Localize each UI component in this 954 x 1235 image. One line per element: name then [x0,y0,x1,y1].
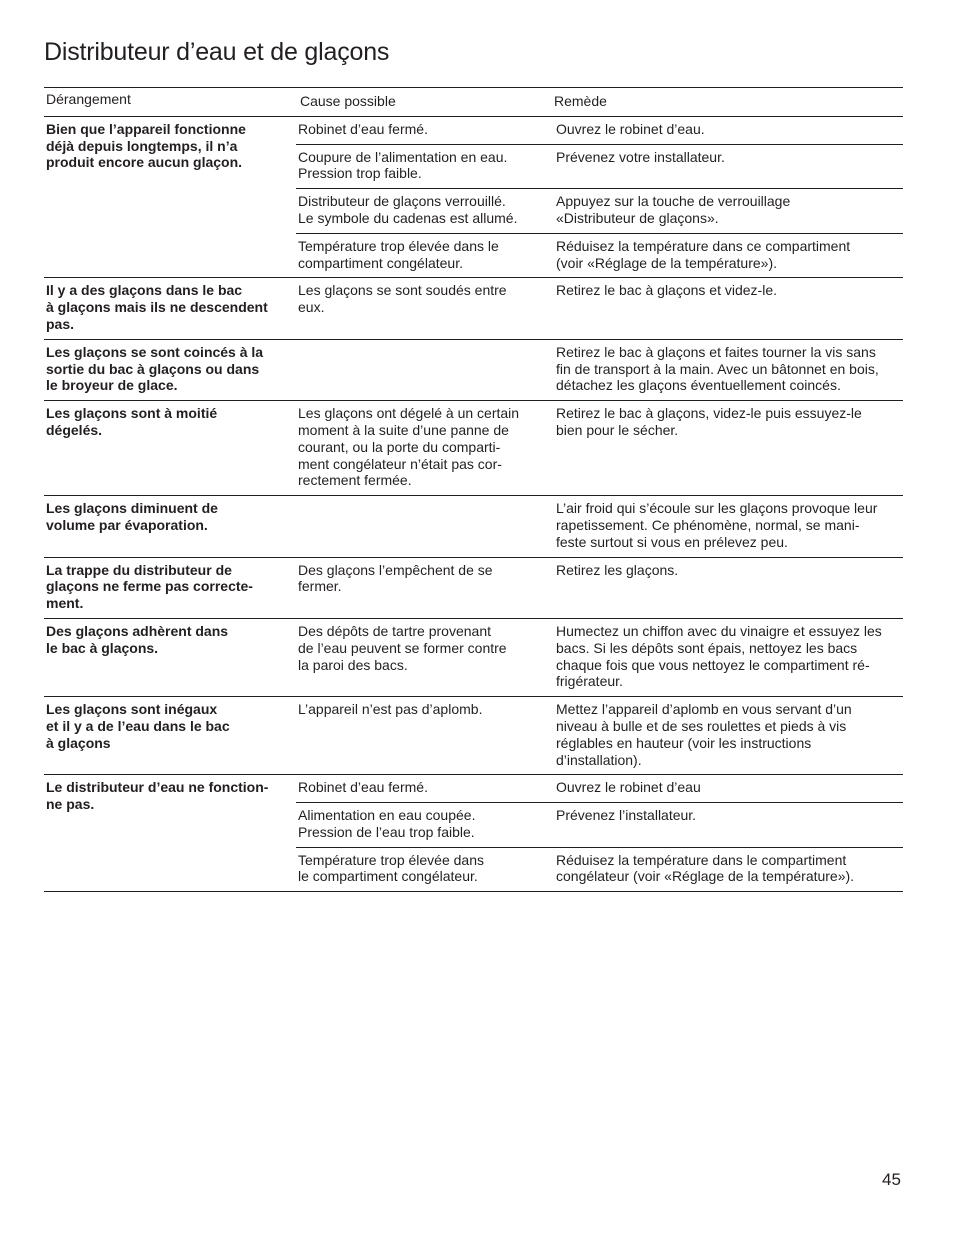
problem-group [44,400,903,495]
header-problem: Dérangement [46,91,131,107]
cause-cell: Température trop élevée dans le compartiment congélateur. [298,851,484,885]
page-title: Distributeur d’eau et de glaçons [44,38,390,66]
table-row [296,401,903,495]
remedy-cell: Ouvrez le robinet d’eau. [556,120,705,137]
cause-remedy-list [296,278,903,338]
cause-remedy-list [296,117,903,278]
remedy-cell: Humectez un chiffon avec du vinaigre et essuyez les bacs. Si les dépôts sont épais, nettoyez les bacs chaque fois que vous nettoyez le compartiment ré- frigérateur. [556,622,882,690]
table-row [296,188,903,233]
remedy-cell: Prévenez votre installateur. [556,148,725,165]
remedy-cell: Appuyez sur la touche de verrouillage «Distributeur de glaçons». [556,193,791,226]
problem-text: Les glaçons sont à moitié dégelés. [46,405,218,438]
cause-remedy-list [296,340,903,400]
cause-cell: Alimentation en eau coupée. Pression de l’eau trop faible. [298,807,476,840]
table-row [296,619,903,696]
table-row [296,117,903,144]
table-row [296,802,903,847]
cause-cell: Robinet d’eau fermé. [298,779,428,796]
problem-text: Il y a des glaçons dans le bac à glaçons mais ils ne descendent pas. [46,282,268,332]
remedy-cell: Retirez le bac à glaçons, videz-le puis essuyez-le bien pour le sécher. [556,405,862,438]
problem-group [44,339,903,400]
problem-text: La trappe du distributeur de glaçons ne ferme pas correcte- ment. [46,561,253,612]
remedy-cell: Réduisez la température dans le compartiment congélateur (voir «Réglage de la température»). [556,851,855,885]
remedy-cell: Ouvrez le robinet d’eau [556,779,701,796]
table-row [296,847,903,892]
problem-text: Les glaçons se sont coincés à la sortie du bac à glaçons ou dans le broyeur de glace. [46,343,264,394]
problem-text: Des glaçons adhèrent dans le bac à glaçons. [46,622,229,656]
cause-cell: Des glaçons l’empêchent de se fermer. [298,561,493,595]
cause-cell: Coupure de l’alimentation en eau. Pression trop faible. [298,148,508,182]
problem-text: Bien que l’appareil fonctionne déjà depuis longtemps, il n’a produit encore aucun glaçon. [46,120,246,171]
cause-remedy-list [296,619,903,696]
table-body [44,116,903,891]
problem-group [44,696,903,774]
problem-text: Les glaçons sont inégaux et il y a de l’eau dans le bac à glaçons [46,701,230,751]
problem-group [44,774,903,891]
problem-group [44,618,903,696]
remedy-cell: L’air froid qui s’écoule sur les glaçons provoque leur rapetissement. Ce phénomène, normal, se mani- feste surtout si vous en prélevez peu. [556,500,878,550]
table-row [296,697,903,774]
cause-remedy-list [296,401,903,495]
cause-remedy-list [296,558,903,618]
cause-cell: Température trop élevée dans le compartiment congélateur. [298,237,499,271]
cause-cell: Les glaçons se sont soudés entre eux. [298,282,507,316]
table-row [296,496,903,556]
table-row [296,278,903,322]
table-row [296,775,903,802]
header-cause: Cause possible [300,93,396,109]
table-row [296,233,903,278]
cause-cell: Robinet d’eau fermé. [298,120,428,137]
troubleshooting-table [44,87,903,892]
problem-group [44,495,903,556]
remedy-cell: Mettez l’appareil d’aplomb en vous servant d’un niveau à bulle et de ses roulettes et pieds à vis réglables en hauteur (voir les instructions d’installation). [556,701,852,768]
table-row [296,144,903,189]
remedy-cell: Réduisez la température dans ce compartiment (voir «Réglage de la température»). [556,237,851,271]
cause-cell [296,340,542,400]
page-number: 45 [882,1170,901,1189]
problem-text: Les glaçons diminuent de volume par évaporation. [46,500,218,533]
cause-cell: L’appareil n’est pas d’aplomb. [298,701,483,718]
cause-remedy-list [296,775,903,891]
table-row [296,558,903,602]
remedy-cell: Retirez les glaçons. [556,561,679,578]
remedy-cell: Prévenez l’installateur. [556,807,697,824]
cause-cell [296,496,542,556]
table-row [296,340,903,400]
remedy-cell: Retirez le bac à glaçons et videz-le. [556,282,777,299]
cause-cell: Les glaçons ont dégelé à un certain moment à la suite d’une panne de courant, ou la porte du comparti- ment congélateur n’était pas cor- rectement fermée. [298,405,520,489]
cause-remedy-list [296,697,903,774]
problem-group [44,116,903,278]
remedy-cell: Retirez le bac à glaçons et faites tourner la vis sans fin de transport à la main. Avec un bâtonnet en bois, détachez les glaçons éventuellement coincés. [556,343,879,394]
problem-group [44,277,903,338]
cause-cell: Des dépôts de tartre provenant de l’eau peuvent se former contre la paroi des bacs. [298,622,507,673]
cause-cell: Distributeur de glaçons verrouillé. Le symbole du cadenas est allumé. [298,193,518,226]
header-remedy: Remède [554,93,607,109]
table-header [44,88,903,116]
problem-group [44,557,903,618]
cause-remedy-list [296,496,903,556]
problem-text: Le distributeur d’eau ne fonction- ne pas. [46,779,269,813]
